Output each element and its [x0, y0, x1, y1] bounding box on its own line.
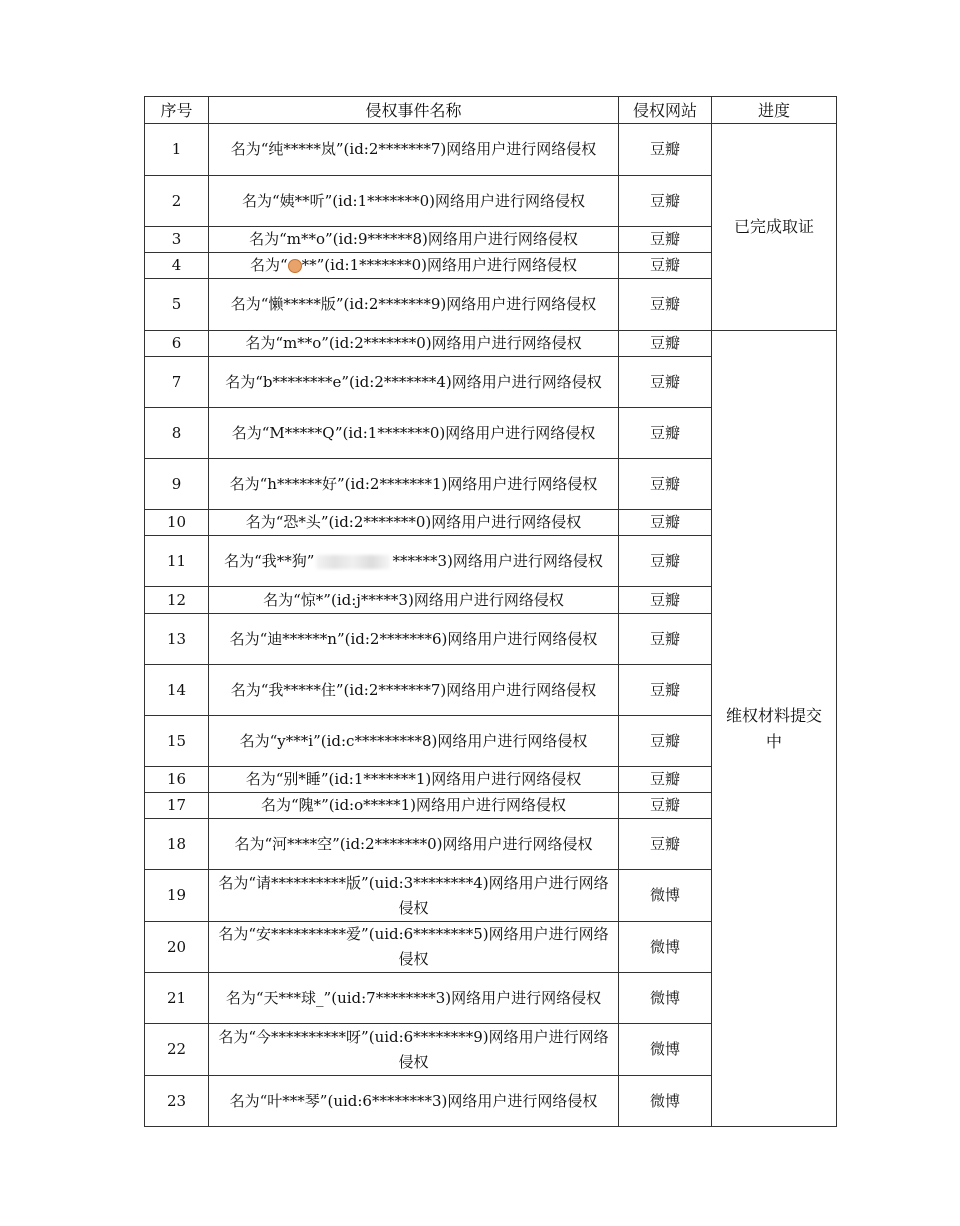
- row-site: 豆瓣: [619, 227, 712, 253]
- row-site: 豆瓣: [619, 124, 712, 176]
- row-index: 23: [145, 1076, 209, 1127]
- row-index: 14: [145, 665, 209, 716]
- row-index: 21: [145, 973, 209, 1024]
- row-site: 豆瓣: [619, 614, 712, 665]
- row-site: 豆瓣: [619, 176, 712, 227]
- row-event-name: 名为“迪******n”(id:2*******6)网络用户进行网络侵权: [209, 614, 619, 665]
- progress-status-completed: 已完成取证: [712, 124, 837, 331]
- header-progress: 进度: [712, 97, 837, 124]
- row-site: 微博: [619, 1076, 712, 1127]
- row-site: 微博: [619, 973, 712, 1024]
- row-site: 豆瓣: [619, 716, 712, 767]
- row-site: 豆瓣: [619, 819, 712, 870]
- row-event-name: 名为“隗*”(id:o*****1)网络用户进行网络侵权: [209, 793, 619, 819]
- row-site: 豆瓣: [619, 536, 712, 587]
- row-index: 1: [145, 124, 209, 176]
- header-index: 序号: [145, 97, 209, 124]
- row-site: 豆瓣: [619, 357, 712, 408]
- row-site: 豆瓣: [619, 793, 712, 819]
- row-event-name: 名为“恐*头”(id:2*******0)网络用户进行网络侵权: [209, 510, 619, 536]
- name-suffix: ******3)网络用户进行网络侵权: [392, 551, 603, 570]
- row-event-name: 名为“h******好”(id:2*******1)网络用户进行网络侵权: [209, 459, 619, 510]
- row-index: 4: [145, 253, 209, 279]
- row-index: 8: [145, 408, 209, 459]
- row-site: 豆瓣: [619, 253, 712, 279]
- row-index: 15: [145, 716, 209, 767]
- row-index: 19: [145, 870, 209, 922]
- row-index: 6: [145, 331, 209, 357]
- row-index: 13: [145, 614, 209, 665]
- row-site: 豆瓣: [619, 331, 712, 357]
- row-event-name: 名为“M*****Q”(id:1*******0)网络用户进行网络侵权: [209, 408, 619, 459]
- row-site: 豆瓣: [619, 279, 712, 331]
- row-site: 豆瓣: [619, 459, 712, 510]
- row-index: 7: [145, 357, 209, 408]
- table-row: [145, 331, 837, 357]
- row-index: 3: [145, 227, 209, 253]
- row-event-name: 名为“安**********爱”(uid:6********5)网络用户进行网络侵权: [209, 922, 619, 973]
- row-event-name: 名为“b********e”(id:2*******4)网络用户进行网络侵权: [209, 357, 619, 408]
- row-event-name: 名为“请**********版”(uid:3********4)网络用户进行网络侵权: [209, 870, 619, 922]
- row-index: 18: [145, 819, 209, 870]
- header-name: 侵权事件名称: [209, 97, 619, 124]
- name-suffix: **”(id:1*******0)网络用户进行网络侵权: [301, 256, 578, 274]
- infringement-table: [144, 96, 837, 1127]
- row-index: 11: [145, 536, 209, 587]
- row-index: 20: [145, 922, 209, 973]
- row-event-name: 名为“懒*****版”(id:2*******9)网络用户进行网络侵权: [209, 279, 619, 331]
- row-index: 17: [145, 793, 209, 819]
- header-site: 侵权网站: [619, 97, 712, 124]
- row-event-name: 名为“别*睡”(id:1*******1)网络用户进行网络侵权: [209, 767, 619, 793]
- row-event-name: [209, 536, 619, 587]
- name-prefix: 名为“: [249, 256, 288, 274]
- name-prefix: 名为“我**狗”: [224, 551, 315, 570]
- row-site: 豆瓣: [619, 767, 712, 793]
- row-event-name: 名为“河****空”(id:2*******0)网络用户进行网络侵权: [209, 819, 619, 870]
- row-event-name: 名为“m**o”(id:9******8)网络用户进行网络侵权: [209, 227, 619, 253]
- row-site: 豆瓣: [619, 587, 712, 614]
- row-index: 10: [145, 510, 209, 536]
- row-index: 2: [145, 176, 209, 227]
- pouting-face-emoji-icon: [288, 259, 302, 273]
- row-event-name: 名为“姨**听”(id:1*******0)网络用户进行网络侵权: [209, 176, 619, 227]
- row-site: 微博: [619, 870, 712, 922]
- row-event-name: 名为“纯*****岚”(id:2*******7)网络用户进行网络侵权: [209, 124, 619, 176]
- row-event-name: 名为“今**********呀”(uid:6********9)网络用户进行网络侵权: [209, 1024, 619, 1076]
- progress-status-submitting: 维权材料提交中: [712, 331, 837, 1127]
- row-index: 16: [145, 767, 209, 793]
- row-index: 12: [145, 587, 209, 614]
- row-event-name: 名为“叶***琴”(uid:6********3)网络用户进行网络侵权: [209, 1076, 619, 1127]
- row-site: 豆瓣: [619, 665, 712, 716]
- row-index: 22: [145, 1024, 209, 1076]
- redaction-blur: [316, 555, 390, 569]
- row-index: 9: [145, 459, 209, 510]
- row-event-name: [209, 253, 619, 279]
- row-event-name: 名为“天***球_”(uid:7********3)网络用户进行网络侵权: [209, 973, 619, 1024]
- row-event-name: 名为“惊*”(id:j*****3)网络用户进行网络侵权: [209, 587, 619, 614]
- row-index: 5: [145, 279, 209, 331]
- row-site: 微博: [619, 1024, 712, 1076]
- row-event-name: 名为“y***i”(id:c*********8)网络用户进行网络侵权: [209, 716, 619, 767]
- row-site: 豆瓣: [619, 408, 712, 459]
- table-row: [145, 124, 837, 176]
- header-row: [145, 97, 837, 124]
- row-site: 豆瓣: [619, 510, 712, 536]
- row-event-name: 名为“m**o”(id:2*******0)网络用户进行网络侵权: [209, 331, 619, 357]
- row-event-name: 名为“我*****住”(id:2*******7)网络用户进行网络侵权: [209, 665, 619, 716]
- row-site: 微博: [619, 922, 712, 973]
